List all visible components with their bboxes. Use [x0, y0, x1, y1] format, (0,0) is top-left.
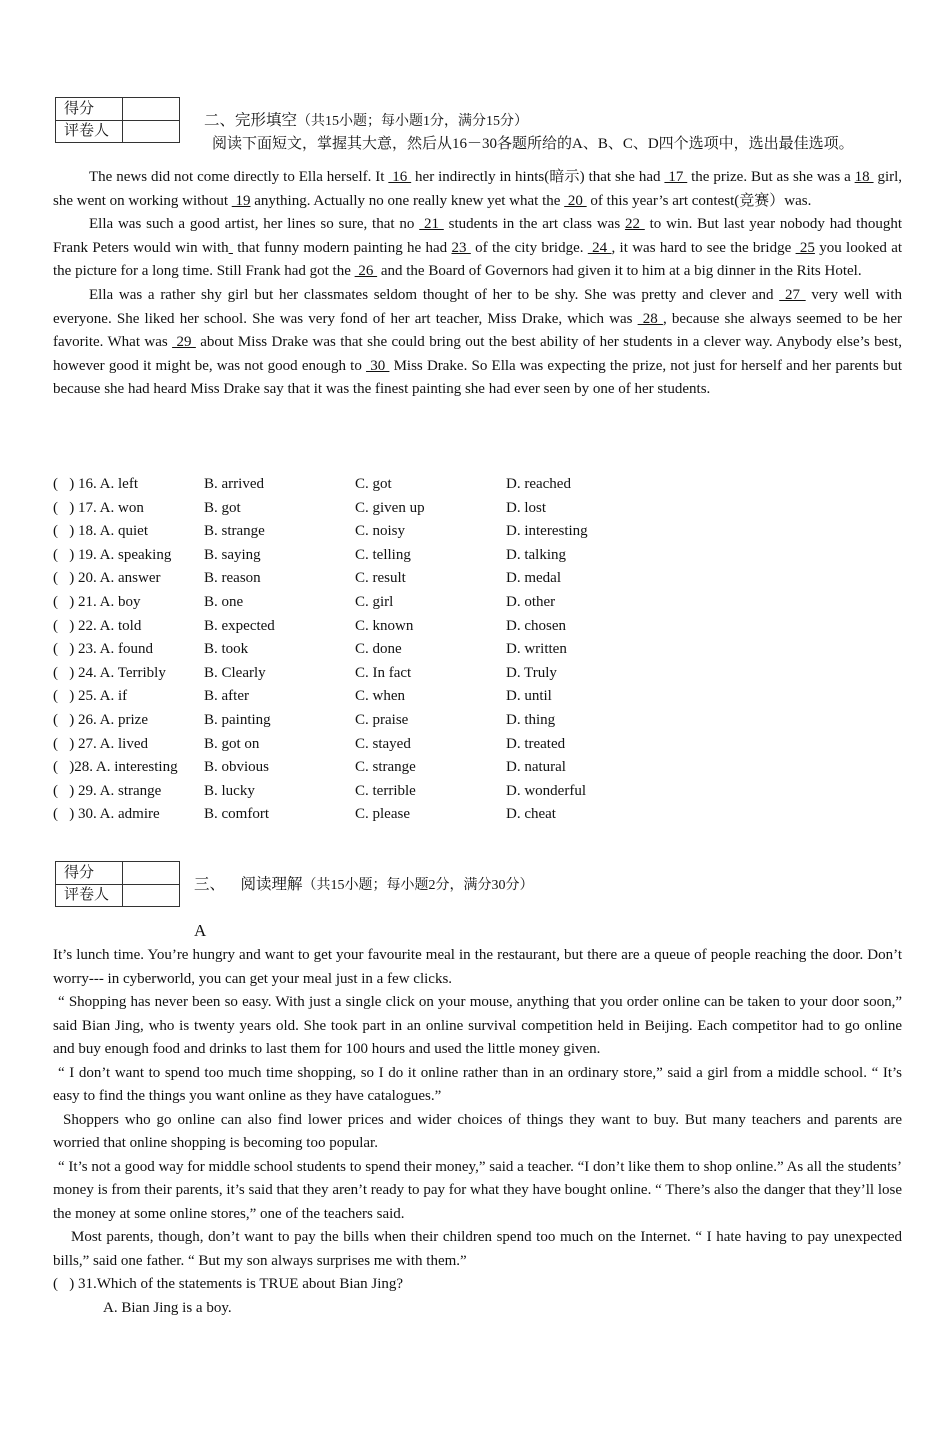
option-c: C. known [355, 617, 414, 634]
option-b: B. lucky [204, 782, 255, 799]
question-22: ( ) 22. A. told [53, 617, 142, 634]
grader-cell[interactable] [123, 120, 180, 143]
option-b: B. painting [204, 711, 271, 728]
option-row-25 [53, 685, 753, 709]
option-row-19 [53, 544, 753, 568]
score-cell[interactable] [123, 862, 180, 885]
option-c: C. got [355, 476, 392, 492]
text: very well with everyone. She liked her school. She was very fond of her art teacher, Miss Drake, which was [53, 286, 902, 327]
question-29: ( ) 29. A. strange [53, 782, 162, 799]
option-b: B. reason [204, 570, 261, 587]
question-19: ( ) 19. A. speaking [53, 546, 172, 563]
option-b: B. after [204, 688, 249, 705]
passage-letter: A [194, 921, 207, 940]
option-b: B. one [204, 593, 244, 610]
option-d: D. written [506, 641, 567, 658]
options-list [53, 473, 753, 827]
option-c: C. noisy [355, 523, 406, 540]
section2-instruction: 阅读下面短文，掌握其大意，然后从16－30各题所给的A、B、C、D四个选项中，选出最佳选项。 [212, 136, 854, 152]
section2-title-text: 二、完形填空 [204, 112, 298, 129]
blank-20: 20 [564, 192, 587, 209]
score-box-section3 [55, 861, 180, 907]
question-25: ( ) 25. A. if [53, 688, 128, 705]
text: girl, she went on working without [53, 169, 903, 209]
question-28: ( )28. A. interesting [53, 759, 178, 776]
option-c: C. done [355, 641, 402, 658]
blank-29: 29 [172, 334, 196, 351]
blank-16: 16 [388, 169, 412, 185]
option-row-22 [53, 615, 753, 639]
option-d: D. medal [506, 570, 561, 587]
blank-25: 25 [795, 239, 815, 256]
question-31: ( ) 31.Which of the statements is TRUE about Bian Jing? [53, 1276, 404, 1292]
option-row-23 [53, 638, 753, 662]
option-b: B. expected [204, 617, 275, 634]
reading-paragraph: It’s lunch time. You’re hungry and want to get your favourite meal in the restaurant, but there are a queue of people reaching the door. Don’t worry--- in cyberworld, you can get your meal just in a few clicks. [53, 947, 902, 987]
section3-title-text: 三、 阅读理解 [194, 876, 303, 893]
option-c: C. strange [355, 759, 416, 776]
text: and the Board of Governors had given it to him at a big dinner in the Rits Hotel. [377, 263, 862, 280]
option-row-28 [53, 756, 753, 780]
option-c: C. given up [355, 499, 425, 516]
text: of this year’s art contest(竞赛）was. [586, 192, 812, 209]
option-row-20 [53, 567, 753, 591]
option-row-26 [53, 709, 753, 733]
option-d: D. natural [506, 759, 566, 776]
option-d: D. lost [506, 499, 547, 516]
blank-30: 30 [366, 357, 390, 374]
text: about Miss Drake was that she could bring out the best ability of her students in a clever way. Anybody else’s best, however good it might be, was not good enough to [53, 334, 902, 374]
question-31-option-a: A. Bian Jing is a boy. [103, 1299, 232, 1316]
grader-cell[interactable] [123, 884, 180, 907]
blank-22: 22 [624, 216, 645, 233]
question-21: ( ) 21. A. boy [53, 593, 141, 610]
text: , because she always seemed to be her favorite. What was [53, 310, 902, 351]
option-d: D. other [506, 593, 556, 610]
blank-23: 23 [451, 239, 471, 256]
text: her indirectly in hints(暗示) that she had [411, 169, 665, 185]
question-16: ( ) 16. A. left [53, 476, 138, 492]
text: The news did not come directly to Ella herself. It [89, 169, 389, 185]
option-b: B. got [204, 499, 241, 516]
question-27: ( ) 27. A. lived [53, 735, 148, 752]
text: to win. But last year nobody had thought Frank Peters would win with [53, 216, 903, 256]
blank-28: 28 [637, 310, 663, 327]
option-d: D. chosen [506, 617, 566, 634]
cloze-paragraph-1 [53, 166, 902, 213]
question-26: ( ) 26. A. prize [53, 711, 148, 728]
option-b: B. got on [204, 735, 260, 752]
text: of the city bridge. [470, 239, 588, 256]
text: , it was hard to see the bridge [611, 239, 796, 256]
option-d: D. treated [506, 735, 566, 752]
question-23: ( ) 23. A. found [53, 641, 153, 658]
blank-18: 18 [854, 169, 874, 185]
question-17: ( ) 17. A. won [53, 499, 144, 516]
question-20: ( ) 20. A. answer [53, 570, 161, 587]
option-b: B. took [204, 641, 249, 658]
text: Ella was a rather shy girl but her classmates seldom thought of her to be shy. She was pretty and clever and [89, 286, 780, 303]
option-c: C. praise [355, 711, 409, 728]
option-d: D. thing [506, 711, 556, 728]
reading-paragraph: “ Shopping has never been so easy. With just a single click on your mouse, anything that you order online can be taken to your door soon,” said Bian Jing, who is twenty years old. She took part in an online survival competition held in Beijing. Each competitor had to go online and buy enough food and drinks to last them for 100 hours and used the little money given. [53, 994, 902, 1057]
option-row-27 [53, 733, 753, 757]
reading-paragraph: “ I don’t want to spend too much time shopping, so I do it online rather than in an ordinary store,” said a girl from a middle school. “ It’s easy to find the things you want online as they have catalogues.” [53, 1064, 902, 1104]
blank-26: 26 [354, 263, 378, 280]
option-b: B. saying [204, 546, 261, 563]
option-b: B. Clearly [204, 664, 266, 681]
cloze-passage [53, 166, 902, 402]
option-row-21 [53, 591, 753, 615]
text: that funny modern painting he had [232, 239, 452, 256]
option-c: C. stayed [355, 735, 411, 752]
question-18: ( ) 18. A. quiet [53, 523, 148, 540]
blank-19: 19 [231, 192, 251, 209]
option-row-29 [53, 780, 753, 804]
reading-paragraph: Most parents, though, don’t want to pay the bills when their children spend too much on the Internet. “ I hate having to pay unexpected bills,” said one father. “ But my son always surprises me with them.” [53, 1229, 902, 1269]
option-c: C. In fact [355, 664, 412, 681]
option-d: D. wonderful [506, 782, 586, 799]
reading-passage-a [53, 944, 902, 1320]
option-row-16 [53, 473, 753, 497]
section3-title [194, 874, 534, 897]
option-b: B. strange [204, 523, 265, 540]
text: the prize. But as she was a [687, 169, 855, 185]
option-c: C. telling [355, 546, 411, 563]
section3-title-note: （共15小题；每小题2分，满分30分） [302, 878, 534, 893]
score-box-section2 [55, 97, 180, 143]
option-d: D. Truly [506, 664, 557, 681]
option-d: D. until [506, 688, 552, 705]
option-d: D. talking [506, 546, 566, 563]
option-d: D. reached [506, 476, 571, 492]
grader-label: 评卷人 [56, 884, 123, 907]
option-d: D. interesting [506, 523, 588, 540]
option-b: B. obvious [204, 759, 270, 776]
option-row-30 [53, 803, 753, 827]
option-row-17 [53, 497, 753, 521]
cloze-paragraph-2 [53, 213, 902, 284]
blank-21: 21 [419, 216, 444, 233]
score-cell[interactable] [123, 98, 180, 121]
blank-27: 27 [779, 286, 806, 303]
text: Miss Drake. So Ella was expecting the prize, not just for herself and her parents but because she had heard Miss Drake say that it was the finest painting she had ever seen by one of her students. [53, 357, 903, 398]
grader-label: 评卷人 [56, 120, 123, 143]
reading-paragraph: Shoppers who go online can also find lower prices and wider choices of things they want to buy. But many teachers and parents are worried that online shopping is becoming too popular. [53, 1111, 902, 1151]
option-c: C. please [355, 806, 410, 823]
option-d: D. cheat [506, 806, 556, 823]
option-b: B. arrived [204, 476, 264, 492]
reading-paragraph: “ It’s not a good way for middle school students to spend their money,” said a teacher. “I don’t like them to shop online.” As all the students’ money is from their parents, it’s said that they aren’t ready to pay for what they have bought online. “ There’s also the danger that they’ll lose the money at some online stores,” one of the teachers said. [53, 1158, 902, 1222]
text: anything. Actually no one really knew yet what the [250, 192, 565, 209]
score-label: 得分 [56, 862, 123, 885]
section2-title-note: （共15小题；每小题1分，满分15分） [297, 114, 529, 129]
text: you looked at the picture for a long time. Still Frank had got the [53, 239, 903, 280]
option-c: C. result [355, 570, 406, 587]
option-row-18 [53, 520, 753, 544]
option-c: C. terrible [355, 782, 416, 799]
blank-17: 17 [664, 169, 688, 185]
blank-24: 24 [587, 239, 612, 256]
question-24: ( ) 24. A. Terribly [53, 664, 166, 681]
text: Ella was such a good artist, her lines so sure, that no [89, 216, 420, 233]
option-row-24 [53, 662, 753, 686]
option-c: C. when [355, 688, 405, 705]
cloze-paragraph-3 [53, 284, 902, 402]
question-30: ( ) 30. A. admire [53, 806, 160, 823]
section2-title [204, 110, 528, 133]
score-label: 得分 [56, 98, 123, 121]
text: students in the art class was [443, 216, 625, 233]
option-c: C. girl [355, 593, 394, 610]
option-b: B. comfort [204, 806, 269, 823]
